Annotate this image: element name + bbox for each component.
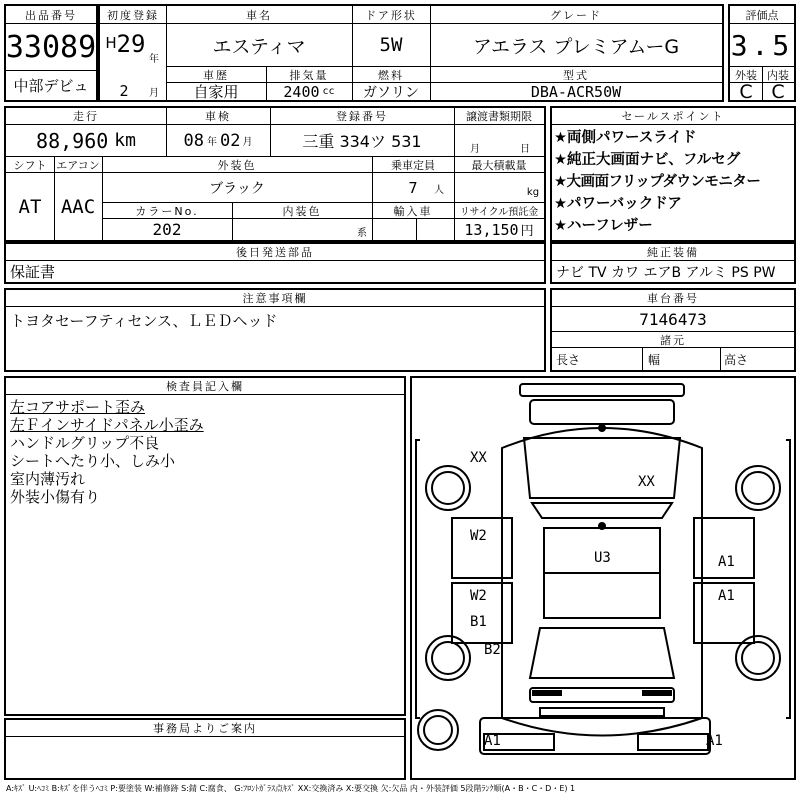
inspector-line: 左コアサポート歪み [10, 398, 146, 416]
spec-box [4, 106, 546, 242]
reg-era: H [105, 34, 117, 52]
aircon-value: AAC [60, 195, 96, 218]
recycle-label: リサイクル預託金 [459, 207, 539, 218]
car-label: 車名 [246, 8, 272, 22]
sales-label: セールスポイント [621, 110, 725, 123]
reg-year: 29 [116, 30, 146, 58]
debut-label: 中部デビュ [13, 77, 89, 95]
sales-list [554, 127, 760, 237]
displacement-number: 2400 [283, 82, 320, 101]
chassis-label: 車台番号 [647, 292, 699, 305]
chassis-value: 7146473 [639, 309, 707, 329]
office-box [4, 718, 406, 780]
inspector-box [4, 376, 406, 716]
recycle-number: 13,150 [464, 220, 519, 239]
reg-month: 2 [119, 82, 129, 100]
grade-value: アエラス プレミアムーG [472, 35, 680, 58]
inspector-line: 外装小傷有り [10, 488, 101, 506]
import-label: 輸入車 [393, 204, 433, 218]
damage-front-left: XX [470, 450, 487, 466]
fuel-label: 燃料 [378, 68, 404, 82]
exterior-color: ブラック [209, 180, 265, 197]
inspection-year: 08 [183, 130, 204, 151]
chassis-box [550, 288, 796, 372]
model-value: DBA-ACR50W [530, 82, 622, 101]
later-parts-label: 後日発送部品 [236, 246, 314, 259]
aircon-label: エアコン [56, 158, 100, 172]
car-outline-diagram [412, 378, 794, 778]
mileage-value [6, 125, 166, 156]
reg-month-unit: 月 [149, 87, 159, 99]
inspector-label: 検査員記入欄 [166, 380, 244, 393]
history-label: 車歴 [203, 68, 229, 82]
inspector-line: 室内薄汚れ [10, 470, 86, 488]
shift-value: AT [18, 195, 42, 218]
damage-left-front-door: W2 [470, 528, 487, 544]
seats-unit: 人 [434, 184, 444, 196]
car-name: エスティマ [212, 35, 306, 58]
exterior-label: 外装色 [217, 158, 257, 172]
inspector-notes [10, 398, 204, 506]
transfer-label: 譲渡書類期限 [466, 110, 532, 123]
int-score: C [771, 80, 785, 103]
shift-label: シフト [13, 158, 47, 172]
office-label: 事務局よりご案内 [153, 722, 257, 735]
damage-legend: A:ｷｽﾞ U:ﾍｺﾐ B:ｷｽﾞを伴うﾍｺﾐ P:要塗装 W:補修跡 S:錆 C:腐食、 G:ﾌﾛﾝﾄｶﾞﾗｽ点ｷｽﾞ XX:交換済み X:要交換 欠:欠品 内・外装評価 5段階ﾗﾝｸ順(A・B・C・D・E) 1 [6, 784, 576, 793]
transfer-month-unit: 月 [470, 143, 480, 155]
displacement-value [266, 83, 352, 100]
grade-label: グレード [550, 8, 602, 22]
door-label: ドア形状 [365, 8, 417, 22]
displacement-unit: cc [322, 86, 335, 97]
inspector-line: シートへたり小、しみ小 [10, 452, 176, 470]
int-label: 内装 [767, 68, 789, 82]
dims-length: 長さ [556, 352, 581, 367]
recycle-unit: 円 [520, 224, 534, 239]
model-label: 型式 [563, 68, 589, 82]
lot-box [4, 4, 98, 102]
score-value: 3.5 [730, 28, 794, 62]
load-unit: kg [526, 186, 540, 198]
equipment-label: 純正装備 [647, 246, 699, 259]
inspection-value [166, 125, 270, 156]
damage-bottom-right: A1 [706, 733, 723, 749]
interior-label: 内装色 [282, 204, 322, 218]
inspection-month-unit: 月 [242, 137, 253, 148]
notes-box [4, 288, 546, 372]
damage-right-rear-door: A1 [718, 588, 735, 604]
ext-label: 外装 [735, 68, 757, 82]
fuel-value: ガソリン [363, 84, 419, 101]
damage-bottom-left: A1 [484, 733, 501, 749]
sales-item: ★パワーバックドア [554, 196, 682, 212]
later-parts-value: 保証書 [10, 263, 56, 281]
dims-label: 諸元 [660, 333, 686, 347]
sales-box [550, 106, 796, 242]
recycle-value [454, 219, 544, 240]
damage-left-sill: B1 [470, 614, 487, 630]
interior-unit: 系 [357, 227, 367, 239]
lot-label: 出品番号 [25, 8, 77, 22]
inspection-label: 車検 [205, 110, 231, 123]
equipment-box [550, 242, 796, 284]
inspection-year-unit: 年 [207, 137, 217, 148]
later-parts-box [4, 242, 546, 284]
ext-score: C [739, 80, 753, 103]
lot-number: 33089 [5, 29, 97, 65]
sales-item: ★純正大画面ナビ、フルセグ [554, 152, 741, 168]
reg-year-unit: 年 [149, 53, 159, 65]
history-value: 自家用 [193, 83, 239, 101]
seats-label: 乗車定員 [391, 158, 435, 172]
plate-value: 三重 334ツ 531 [302, 132, 422, 151]
door-type: 5W [379, 34, 403, 56]
displacement-label: 排気量 [289, 68, 329, 82]
inspection-month: 02 [220, 130, 241, 151]
mileage-number: 88,960 [36, 128, 109, 153]
seats-value: 7 [408, 178, 418, 197]
mileage-label: 走行 [73, 110, 99, 123]
score-box [728, 4, 796, 102]
damage-roof-front: XX [638, 474, 655, 490]
damage-left-rear: B2 [484, 642, 501, 658]
inspector-line: 左Ｆインサイドパネル小歪み [10, 416, 204, 434]
load-label: 最大積載量 [471, 158, 527, 172]
sales-item: ★ハーフレザー [554, 218, 653, 234]
transfer-day-unit: 日 [520, 143, 530, 155]
color-no-label: カラーNo. [135, 204, 199, 218]
notes-label: 注意事項欄 [242, 292, 308, 305]
damage-right-front-door: A1 [718, 554, 735, 570]
equipment-value: ナビ TV カワ エアB アルミ PS PW [556, 264, 776, 281]
plate-label: 登録番号 [336, 110, 388, 123]
color-no-value: 202 [152, 220, 182, 239]
damage-diagram-box [410, 376, 796, 780]
inspector-line: ハンドルグリップ不良 [10, 434, 160, 452]
damage-roof-center: U3 [594, 550, 611, 566]
sales-item: ★両側パワースライド [554, 130, 697, 146]
dims-width: 幅 [648, 352, 661, 367]
notes-value: トヨタセーフティセンス、ＬＥＤヘッド [10, 311, 278, 330]
score-label: 評価点 [745, 8, 779, 22]
damage-left-rear-door: W2 [470, 588, 487, 604]
dims-height: 高さ [724, 352, 749, 367]
sales-item: ★大画面フリップダウンモニター [554, 174, 761, 190]
reg-label: 初度登録 [107, 8, 159, 22]
main-header-box [98, 4, 724, 102]
mileage-unit: km [114, 130, 136, 151]
